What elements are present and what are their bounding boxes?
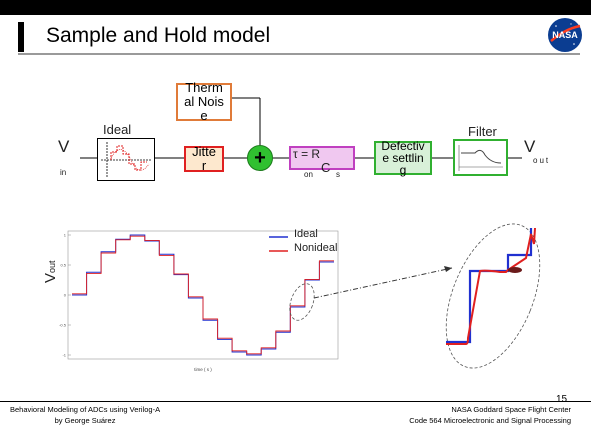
footer-divider — [0, 401, 591, 402]
zoom-arrow-head — [444, 266, 452, 272]
jitter-block: Jitter — [184, 146, 224, 172]
zoom-ideal-trace — [446, 228, 531, 342]
legend-ideal-label: Ideal — [294, 228, 318, 240]
output-label: V — [524, 137, 536, 156]
ytick-label: 0.5 — [60, 262, 66, 268]
footer-right — [409, 404, 571, 426]
footer-right-line-1: NASA Goddard Space Flight Center — [451, 405, 571, 414]
plot-xlabel: time ( s ) — [194, 367, 212, 372]
zoom-arrow-line — [314, 268, 452, 298]
ideal-label: Ideal — [103, 122, 132, 137]
zoom-crossing-marker — [508, 267, 522, 273]
page-number: 15 — [556, 394, 568, 405]
sum-node: + — [247, 145, 273, 171]
output-subscript: out — [533, 156, 551, 165]
footer-left-line-1: Behavioral Modeling of ADCs using Verilog-A — [10, 405, 161, 414]
nasa-logo-text: NASA — [552, 30, 578, 40]
ytick-label: 1 — [63, 232, 66, 238]
input-label: V — [58, 137, 70, 156]
ytick-label: -1 — [62, 352, 66, 358]
zoom-target-ellipse — [427, 211, 558, 382]
defective-settling-block: Defective settling — [374, 141, 432, 175]
rc-tau-label: τ = R — [293, 147, 321, 161]
footer-left-line-2: by George Suárez — [54, 416, 116, 425]
ytick-label: 0 — [63, 292, 66, 298]
zoom-source-ellipse — [285, 280, 319, 323]
rc-on-subscript: on — [304, 170, 313, 179]
slide-title: Sample and Hold model — [46, 24, 271, 47]
input-subscript: in — [60, 168, 67, 177]
footer-left — [10, 404, 160, 426]
thermal-noise-block: Thermal Noise — [176, 83, 232, 121]
plot-ylabel: Vout — [42, 260, 59, 283]
zoom-nonideal-trace — [446, 228, 535, 344]
filter-label: Filter — [468, 124, 497, 139]
rc-c-label: C — [321, 160, 331, 175]
rc-s-subscript: s — [336, 170, 340, 179]
footer-right-line-2: Code 564 Microelectronic and Signal Processing — [409, 416, 571, 425]
ytick-label: -0.5 — [59, 322, 66, 328]
legend-nonideal-label: Nonideal — [294, 242, 338, 254]
